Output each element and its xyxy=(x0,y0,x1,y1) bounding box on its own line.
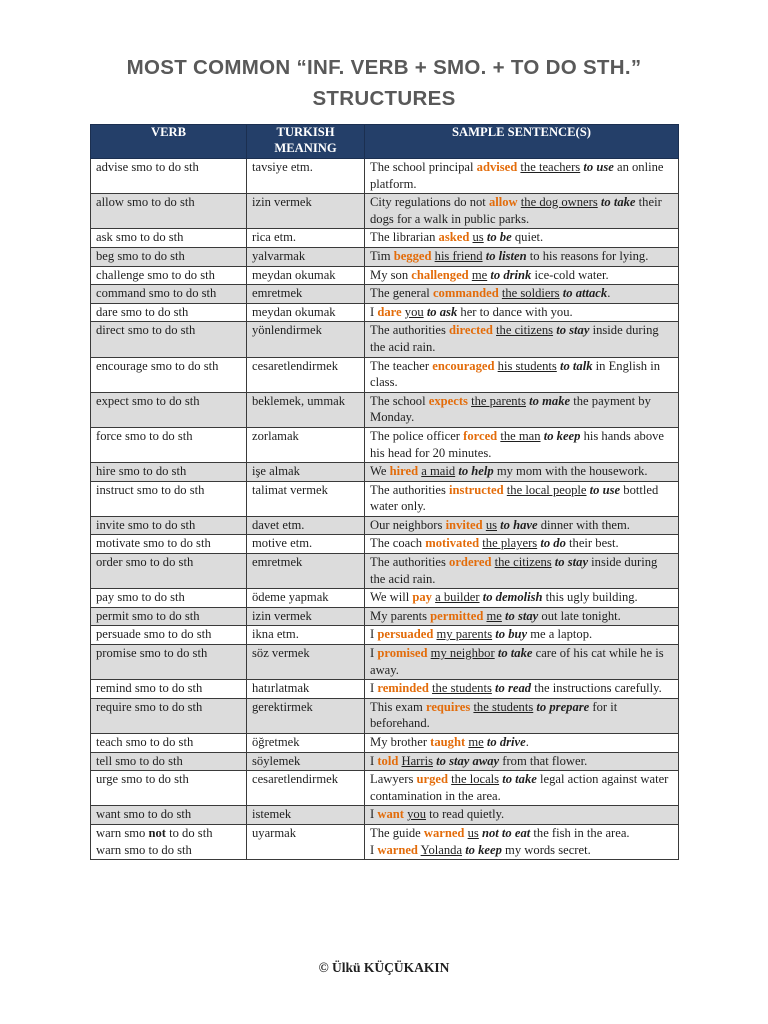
object-phrase: me xyxy=(468,735,484,749)
sentence-text: the payment by Monday. xyxy=(370,393,651,425)
sentence-text: My son xyxy=(370,267,412,282)
verb-cell: want smo to do sth xyxy=(91,806,247,825)
verb-keyword: warned xyxy=(423,825,465,840)
object-phrase: the teachers xyxy=(520,160,581,174)
sample-sentence-cell xyxy=(365,626,679,645)
sentence-text: The librarian xyxy=(370,230,439,245)
sentence-text: in English in class. xyxy=(370,358,661,390)
infinitive-phrase: to use xyxy=(583,160,614,174)
turkish-meaning-cell: beklemek, ummak xyxy=(247,392,365,427)
infinitive-phrase: to make xyxy=(529,393,571,408)
verb-keyword: advised xyxy=(476,160,518,174)
object-phrase: a builder xyxy=(435,590,480,605)
infinitive-phrase: to demolish xyxy=(482,590,543,605)
header-sample-sentences: SAMPLE SENTENCE(S) xyxy=(365,125,679,159)
sentence-text: I xyxy=(370,681,378,696)
table-row xyxy=(91,824,679,859)
infinitive-phrase: to do xyxy=(540,536,566,551)
sentence-text: this ugly building. xyxy=(542,590,638,605)
infinitive-phrase: to read xyxy=(495,681,532,696)
verb-cell: permit smo to do sth xyxy=(91,607,247,626)
verb-keyword: begged xyxy=(393,248,432,263)
sample-sentence-cell xyxy=(365,698,679,733)
infinitive-phrase: to stay xyxy=(556,323,590,338)
infinitive-phrase: to keep xyxy=(465,842,502,857)
object-phrase: a maid xyxy=(421,464,456,479)
sentence-text: I xyxy=(370,646,378,661)
turkish-meaning-cell: rica etm. xyxy=(247,229,365,248)
verb-keyword: persuaded xyxy=(377,627,434,642)
infinitive-phrase: to take xyxy=(497,646,533,661)
sentence-text: The teacher xyxy=(370,358,433,373)
sample-sentence-cell xyxy=(365,752,679,771)
object-phrase: the locals xyxy=(451,772,500,787)
verb-cell: order smo to do sth xyxy=(91,554,247,589)
title-line-1: MOST COMMON “INF. VERB + SMO. + TO DO STH.” xyxy=(126,56,642,79)
verb-keyword: directed xyxy=(449,323,493,338)
sample-sentence-cell xyxy=(365,285,679,304)
sample-sentence-cell xyxy=(365,392,679,427)
sample-sentence-cell xyxy=(365,680,679,699)
sentence-text: The coach xyxy=(370,536,426,551)
table-row xyxy=(91,752,679,771)
verb-keyword: taught xyxy=(430,735,466,749)
sentence-text: ice-cold water. xyxy=(531,267,609,282)
infinitive-phrase: to attack xyxy=(562,286,608,301)
verb-cell: urge smo to do sth xyxy=(91,771,247,806)
verb-cell: teach smo to do sth xyxy=(91,734,247,753)
verb-keyword: expects xyxy=(428,393,468,408)
sample-sentence-cell xyxy=(365,554,679,589)
sample-sentence-cell xyxy=(365,463,679,482)
table-row xyxy=(91,481,679,516)
infinitive-phrase: to keep xyxy=(543,428,581,443)
table-row xyxy=(91,734,679,753)
verb-cell: require smo to do sth xyxy=(91,698,247,733)
infinitive-phrase: to have xyxy=(500,517,538,532)
turkish-meaning-cell: öğretmek xyxy=(247,734,365,753)
object-phrase: the citizens xyxy=(494,555,552,570)
sentence-text: care of his cat while he is away. xyxy=(370,646,664,677)
object-phrase: you xyxy=(404,304,424,319)
verb-keyword: ordered xyxy=(449,555,492,570)
table-header-row xyxy=(91,125,679,159)
sentence-text: The school xyxy=(370,393,429,408)
turkish-meaning-cell: tavsiye etm. xyxy=(247,159,365,194)
object-phrase: us xyxy=(472,230,484,245)
turkish-meaning-cell: davet etm. xyxy=(247,516,365,535)
table-row xyxy=(91,229,679,248)
header-turkish-meaning: TURKISH MEANING xyxy=(247,125,365,159)
table-row xyxy=(91,806,679,825)
sentence-text: quiet. xyxy=(511,230,544,245)
verb-keyword: dare xyxy=(377,304,402,319)
verb-cell: direct smo to do sth xyxy=(91,322,247,357)
turkish-meaning-cell: yalvarmak xyxy=(247,247,365,266)
object-phrase: me xyxy=(486,608,502,623)
verb-keyword: instructed xyxy=(449,482,504,497)
sample-sentence-cell xyxy=(365,824,679,859)
turkish-meaning-cell: motive etm. xyxy=(247,535,365,554)
verb-cell: tell smo to do sth xyxy=(91,752,247,771)
verb-cell: hire smo to do sth xyxy=(91,463,247,482)
verb-keyword: want xyxy=(377,807,404,822)
object-phrase: his friend xyxy=(434,248,483,263)
turkish-meaning-cell: uyarmak xyxy=(247,824,365,859)
object-phrase: the man xyxy=(500,428,541,443)
verb-cell: command smo to do sth xyxy=(91,285,247,304)
sentence-text: I xyxy=(370,304,378,319)
turkish-meaning-cell: cesaretlendirmek xyxy=(247,357,365,392)
object-phrase: the local people xyxy=(506,482,587,497)
table-row xyxy=(91,645,679,680)
turkish-meaning-cell: izin vermek xyxy=(247,607,365,626)
sentence-text: the fish in the area. xyxy=(530,825,630,840)
infinitive-phrase: to take xyxy=(600,195,636,210)
sentence-text: the instructions carefully. xyxy=(531,681,662,696)
sentence-text: The authorities xyxy=(370,323,450,338)
sample-sentence-cell xyxy=(365,427,679,462)
sample-sentence-cell xyxy=(365,607,679,626)
sentence-text: Lawyers xyxy=(370,772,417,787)
turkish-meaning-cell: söz vermek xyxy=(247,645,365,680)
verb-cell: motivate smo to do sth xyxy=(91,535,247,554)
turkish-meaning-cell: ikna etm. xyxy=(247,626,365,645)
verb-cell: allow smo to do sth xyxy=(91,194,247,229)
object-phrase: the soldiers xyxy=(501,286,560,301)
table-row xyxy=(91,463,679,482)
sentence-text: I xyxy=(370,807,378,822)
sentence-text: This exam xyxy=(370,699,426,714)
object-phrase: the students xyxy=(432,681,492,696)
sample-sentence-cell xyxy=(365,645,679,680)
verb-cell: dare smo to do sth xyxy=(91,303,247,322)
object-phrase: my neighbor xyxy=(430,646,495,661)
infinitive-phrase: to listen xyxy=(485,248,527,263)
verb-cell: challenge smo to do sth xyxy=(91,266,247,285)
object-phrase: the citizens xyxy=(496,323,554,338)
sentence-text: to read quietly. xyxy=(425,807,505,822)
verb-keyword: hired xyxy=(389,464,419,479)
object-phrase: the dog owners xyxy=(520,195,598,210)
header-verb: VERB xyxy=(91,125,247,159)
verb-cell: force smo to do sth xyxy=(91,427,247,462)
turkish-meaning-cell: istemek xyxy=(247,806,365,825)
turkish-meaning-cell: hatırlatmak xyxy=(247,680,365,699)
table-row xyxy=(91,159,679,194)
sentence-text: I xyxy=(370,627,378,642)
verb-keyword: urged xyxy=(416,772,448,787)
table-row xyxy=(91,303,679,322)
infinitive-phrase: to talk xyxy=(559,358,593,373)
sentence-text: from that flower. xyxy=(499,753,588,768)
infinitive-phrase: to drink xyxy=(490,267,532,282)
table-row xyxy=(91,247,679,266)
verb-cell: instruct smo to do sth xyxy=(91,481,247,516)
sentence-text: inside during the acid rain. xyxy=(370,555,658,586)
copyright-footer: © Ülkü KÜÇÜKAKIN xyxy=(318,960,450,975)
turkish-meaning-cell: yönlendirmek xyxy=(247,322,365,357)
sentence-text: We will xyxy=(370,590,413,605)
turkish-meaning-cell: söylemek xyxy=(247,752,365,771)
verb-keyword: forced xyxy=(463,428,498,443)
sentence-text: their dogs for a walk in public parks. xyxy=(370,195,662,226)
sentence-text: The general xyxy=(370,286,433,301)
infinitive-phrase: to ask xyxy=(426,304,458,319)
table-row xyxy=(91,357,679,392)
verb-keyword: promised xyxy=(377,646,428,661)
infinitive-phrase: to be xyxy=(486,230,512,245)
sentence-text: my words secret. xyxy=(501,842,591,857)
sentence-text: her to dance with you. xyxy=(457,304,573,319)
verb-keyword: allow xyxy=(488,195,518,210)
object-phrase: the players xyxy=(482,536,538,551)
infinitive-phrase: to take xyxy=(502,772,537,787)
turkish-meaning-cell: meydan okumak xyxy=(247,266,365,285)
verb-variant-positive: warn smo to do sth xyxy=(96,842,192,857)
sample-sentence-cell xyxy=(365,516,679,535)
turkish-meaning-cell: zorlamak xyxy=(247,427,365,462)
object-phrase: you xyxy=(407,807,426,822)
sentence-text: My brother xyxy=(370,735,431,749)
turkish-meaning-cell: işe almak xyxy=(247,463,365,482)
table-row xyxy=(91,771,679,806)
verb-text: warn smo xyxy=(96,825,149,840)
turkish-meaning-cell: ödeme yapmak xyxy=(247,589,365,608)
sentence-text: me a laptop. xyxy=(527,627,593,642)
table-row xyxy=(91,427,679,462)
sentence-text: inside during the acid rain. xyxy=(370,323,659,354)
verb-keyword: asked xyxy=(438,230,470,245)
sentence-text: his hands above his head for 20 minutes. xyxy=(370,428,665,460)
object-phrase: us xyxy=(485,517,498,532)
sample-sentence-cell xyxy=(365,229,679,248)
verb-keyword: challenged xyxy=(411,267,469,282)
table-row xyxy=(91,607,679,626)
sentence-text: My parents xyxy=(370,608,431,623)
table-row xyxy=(91,626,679,645)
sentence-text: The authorities xyxy=(370,482,450,497)
table-row xyxy=(91,589,679,608)
sentence-text: I xyxy=(370,753,378,768)
sample-sentence-cell xyxy=(365,535,679,554)
verb-cell: encourage smo to do sth xyxy=(91,357,247,392)
turkish-meaning-cell: emretmek xyxy=(247,554,365,589)
sample-sentence-cell xyxy=(365,266,679,285)
infinitive-phrase: to buy xyxy=(495,627,528,642)
sentence-text: Our neighbors xyxy=(370,517,446,532)
table-row xyxy=(91,698,679,733)
object-phrase: the students xyxy=(473,699,534,714)
infinitive-phrase: to help xyxy=(458,464,494,479)
sample-sentence-cell xyxy=(365,734,679,753)
verb-cell: remind smo to do sth xyxy=(91,680,247,699)
sentence-text: out late tonight. xyxy=(538,608,621,623)
sample-sentence-cell xyxy=(365,771,679,806)
verb-cell: expect smo to do sth xyxy=(91,392,247,427)
turkish-meaning-cell: gerektirmek xyxy=(247,698,365,733)
table-row xyxy=(91,392,679,427)
sample-sentence-cell xyxy=(365,357,679,392)
sentence-text: The guide xyxy=(370,825,424,840)
table-row xyxy=(91,322,679,357)
object-phrase: Yolanda xyxy=(420,842,463,857)
title-line-2: STRUCTURES xyxy=(312,87,456,110)
verb-keyword: reminded xyxy=(377,681,429,696)
sentence-text: The school principal xyxy=(370,160,477,174)
verb-keyword: commanded xyxy=(432,286,499,301)
sentence-text: bottled water only. xyxy=(370,482,659,514)
sample-sentence-cell xyxy=(365,481,679,516)
sample-sentence-cell xyxy=(365,322,679,357)
infinitive-phrase: to stay away xyxy=(436,753,500,768)
verb-cell: promise smo to do sth xyxy=(91,645,247,680)
table-row xyxy=(91,266,679,285)
sample-sentence-cell xyxy=(365,247,679,266)
sentence-text: to his reasons for lying. xyxy=(526,248,649,263)
negation-word: not xyxy=(148,825,166,840)
infinitive-phrase: to use xyxy=(589,482,621,497)
verb-variant-negative xyxy=(96,825,241,842)
object-phrase: the parents xyxy=(471,393,526,408)
verb-keyword: invited xyxy=(445,517,483,532)
sample-sentence-cell xyxy=(365,194,679,229)
sentence-text: an online platform. xyxy=(370,160,664,191)
verb-keyword: motivated xyxy=(425,536,480,551)
sample-sentence-cell xyxy=(365,303,679,322)
sample-sentence-cell xyxy=(365,159,679,194)
sentence-text: The authorities xyxy=(370,555,450,570)
verb-cell: ask smo to do sth xyxy=(91,229,247,248)
table-body xyxy=(91,159,679,860)
table-row xyxy=(91,680,679,699)
verb-cell xyxy=(91,824,247,859)
table-row xyxy=(91,194,679,229)
object-phrase: Harris xyxy=(401,753,433,768)
infinitive-phrase: to prepare xyxy=(536,699,590,714)
turkish-meaning-cell: talimat vermek xyxy=(247,481,365,516)
sentence-text: their best. xyxy=(565,536,619,551)
verb-keyword: told xyxy=(377,753,399,768)
sentence-text: City regulations do not xyxy=(370,195,489,210)
sentence-text: I xyxy=(370,842,378,857)
sentence-text: The police officer xyxy=(370,428,464,443)
sentence-text: Tim xyxy=(370,248,394,263)
verb-keyword: pay xyxy=(412,590,432,605)
sentence-text: . xyxy=(607,286,611,301)
verb-cell: advise smo to do sth xyxy=(91,159,247,194)
turkish-meaning-cell: emretmek xyxy=(247,285,365,304)
infinitive-phrase: to stay xyxy=(554,555,589,570)
table-row xyxy=(91,285,679,304)
turkish-meaning-cell: meydan okumak xyxy=(247,303,365,322)
verb-keyword: warned xyxy=(377,842,418,857)
sentence-text: my mom with the housework. xyxy=(493,464,648,479)
verb-cell: invite smo to do sth xyxy=(91,516,247,535)
sentence-text: for it beforehand. xyxy=(370,699,618,731)
object-phrase: my parents xyxy=(436,627,493,642)
turkish-meaning-cell: izin vermek xyxy=(247,194,365,229)
sentence-text: We xyxy=(370,464,390,479)
verb-keyword: permitted xyxy=(430,608,484,623)
object-phrase: his students xyxy=(497,358,557,373)
turkish-meaning-cell: cesaretlendirmek xyxy=(247,771,365,806)
sample-sentence-cell xyxy=(365,589,679,608)
infinitive-phrase: to stay xyxy=(505,608,539,623)
sample-sentence-cell xyxy=(365,806,679,825)
verb-cell: pay smo to do sth xyxy=(91,589,247,608)
verb-cell: beg smo to do sth xyxy=(91,247,247,266)
sentence-text: legal action against water contamination in the area. xyxy=(370,772,669,803)
verb-cell: persuade smo to do sth xyxy=(91,626,247,645)
verb-text: to do sth xyxy=(165,825,213,840)
verb-table xyxy=(90,124,679,860)
infinitive-phrase: to drive xyxy=(486,735,526,749)
table-row xyxy=(91,554,679,589)
table-row xyxy=(91,516,679,535)
object-phrase: me xyxy=(471,267,488,282)
object-phrase: us xyxy=(467,825,479,840)
infinitive-phrase: not to eat xyxy=(481,825,531,840)
verb-keyword: requires xyxy=(425,699,471,714)
page-title xyxy=(0,52,768,114)
table-row xyxy=(91,535,679,554)
sentence-text: dinner with them. xyxy=(537,517,630,532)
verb-keyword: encouraged xyxy=(432,358,495,373)
sentence-text: . xyxy=(525,735,529,749)
